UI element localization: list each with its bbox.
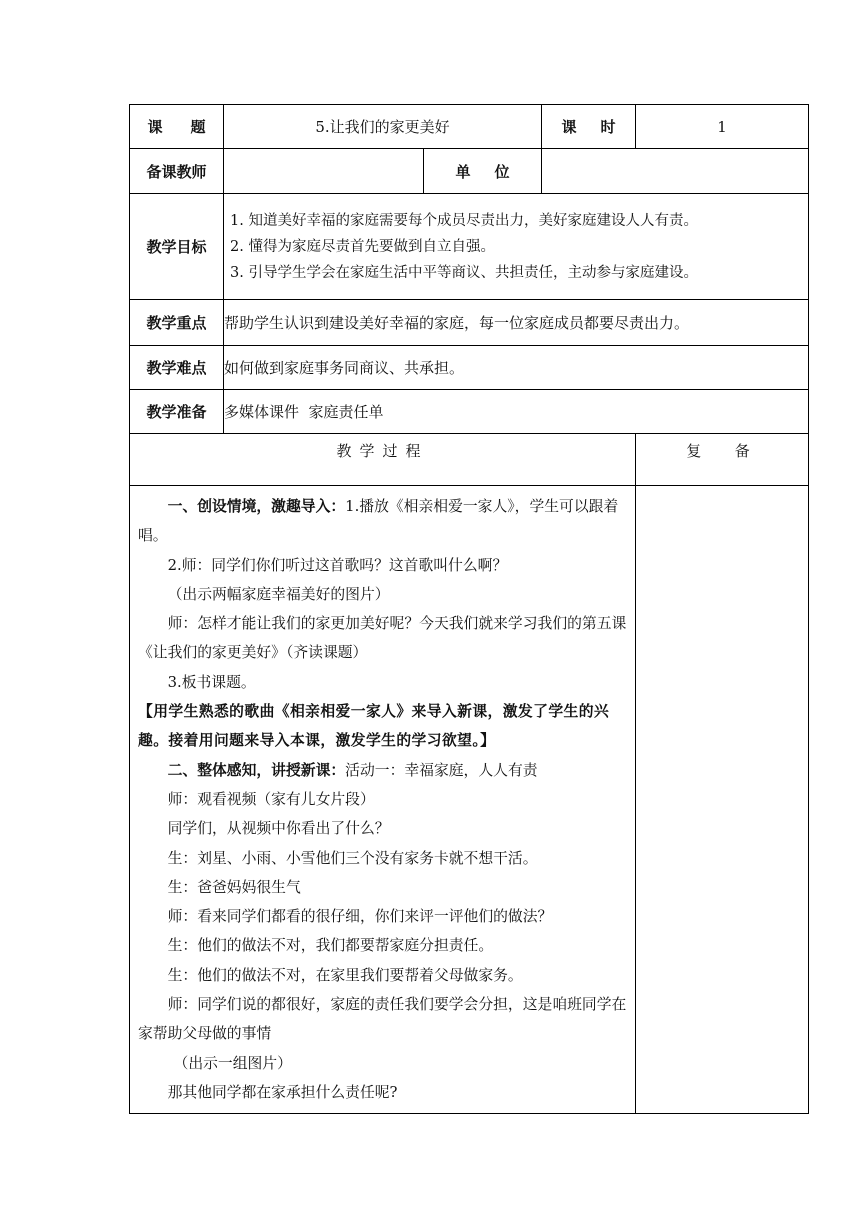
- topic-row: [130, 105, 809, 149]
- design-note: 【用学生熟悉的歌曲《相亲相爱一家人》来导入新课，激发了学生的兴趣。接着用问题来导入本课，激发学生的学习欲望。】: [138, 703, 610, 750]
- difficulty-value: 如何做到家庭事务同商议、共承担。: [224, 346, 809, 390]
- process-paragraph: 师：怎样才能让我们的家更加美好呢？今天我们就来学习我们的第五课《让我们的家更美好》（齐读课题）: [138, 615, 627, 662]
- process-paragraph: 师：观看视频（家有儿女片段）: [167, 790, 375, 808]
- process-paragraph: 生：刘星、小雨、小雪他们三个没有家务卡就不想干活。: [167, 849, 538, 867]
- objective-item: 2. 懂得为家庭尽责首先要做到自立自强。: [230, 238, 495, 255]
- process-header: 教学过程: [130, 434, 636, 486]
- objectives-list: [224, 194, 809, 300]
- process-paragraph: 2.师：同学们你们听过这首歌吗？这首歌叫什么啊？: [167, 556, 508, 574]
- process-paragraph: 二、整体感知，讲授新课：活动一：幸福家庭，人人有责: [167, 761, 538, 779]
- section-heading: 一、创设情境，激趣导入：: [167, 498, 346, 515]
- preparation-row: [130, 390, 809, 434]
- topic-label: 课 题: [130, 105, 224, 149]
- preparation-label: 教学准备: [130, 390, 224, 434]
- process-content: [130, 486, 636, 1114]
- process-paragraph: （出示两幅家庭幸福美好的图片）: [167, 585, 390, 603]
- key-point-label: 教学重点: [130, 300, 224, 346]
- topic-value: 5.让我们的家更美好: [224, 105, 542, 149]
- unit-label: 单 位: [424, 149, 542, 194]
- review-header: 复 备: [636, 434, 809, 486]
- difficulty-row: [130, 346, 809, 390]
- process-paragraph: 师：同学们说的都很好，家庭的责任我们要学会分担，这是咱班同学在家帮助父母做的事情: [138, 996, 627, 1043]
- process-paragraph: 生：他们的做法不对，在家里我们要帮着父母做家务。: [167, 966, 523, 984]
- process-paragraph: 一、创设情境，激趣导入：1.播放《相亲相爱一家人》，学生可以跟着唱。: [138, 498, 619, 545]
- unit-value: [542, 149, 809, 194]
- lesson-plan-table: [129, 104, 809, 1114]
- difficulty-label: 教学难点: [130, 346, 224, 390]
- objectives-label: 教学目标: [130, 194, 224, 300]
- teacher-label: 备课教师: [130, 149, 224, 194]
- process-paragraph: 师：看来同学们都看的很仔细，你们来评一评他们的做法？: [167, 908, 553, 926]
- process-paragraph: 生：爸爸妈妈很生气: [167, 878, 301, 896]
- process-paragraph: （出示一组图片）: [173, 1054, 292, 1072]
- teacher-row: [130, 149, 809, 194]
- process-paragraph: 3.板书课题。: [167, 673, 256, 691]
- period-label: 课 时: [542, 105, 636, 149]
- objective-item: 3. 引导学生学会在家庭生活中平等商议、共担责任，主动参与家庭建设。: [230, 264, 698, 281]
- key-point-value: 帮助学生认识到建设美好幸福的家庭，每一位家庭成员都要尽责出力。: [224, 300, 809, 346]
- teacher-value: [224, 149, 424, 194]
- objectives-row: [130, 194, 809, 300]
- review-content: [636, 486, 809, 1114]
- preparation-value: 多媒体课件 家庭责任单: [224, 390, 809, 434]
- process-header-row: [130, 434, 809, 486]
- process-paragraph: 同学们，从视频中你看出了什么？: [167, 820, 390, 838]
- period-value: 1: [636, 105, 809, 149]
- process-body-row: [130, 486, 809, 1114]
- process-paragraph: 那其他同学都在家承担什么责任呢?: [167, 1083, 398, 1101]
- objective-item: 1. 知道美好幸福的家庭需要每个成员尽责出力，美好家庭建设人人有责。: [230, 212, 698, 229]
- section-heading: 二、整体感知，讲授新课：: [167, 761, 346, 779]
- process-paragraph: 生：他们的做法不对，我们都要帮家庭分担责任。: [167, 937, 494, 955]
- key-point-row: [130, 300, 809, 346]
